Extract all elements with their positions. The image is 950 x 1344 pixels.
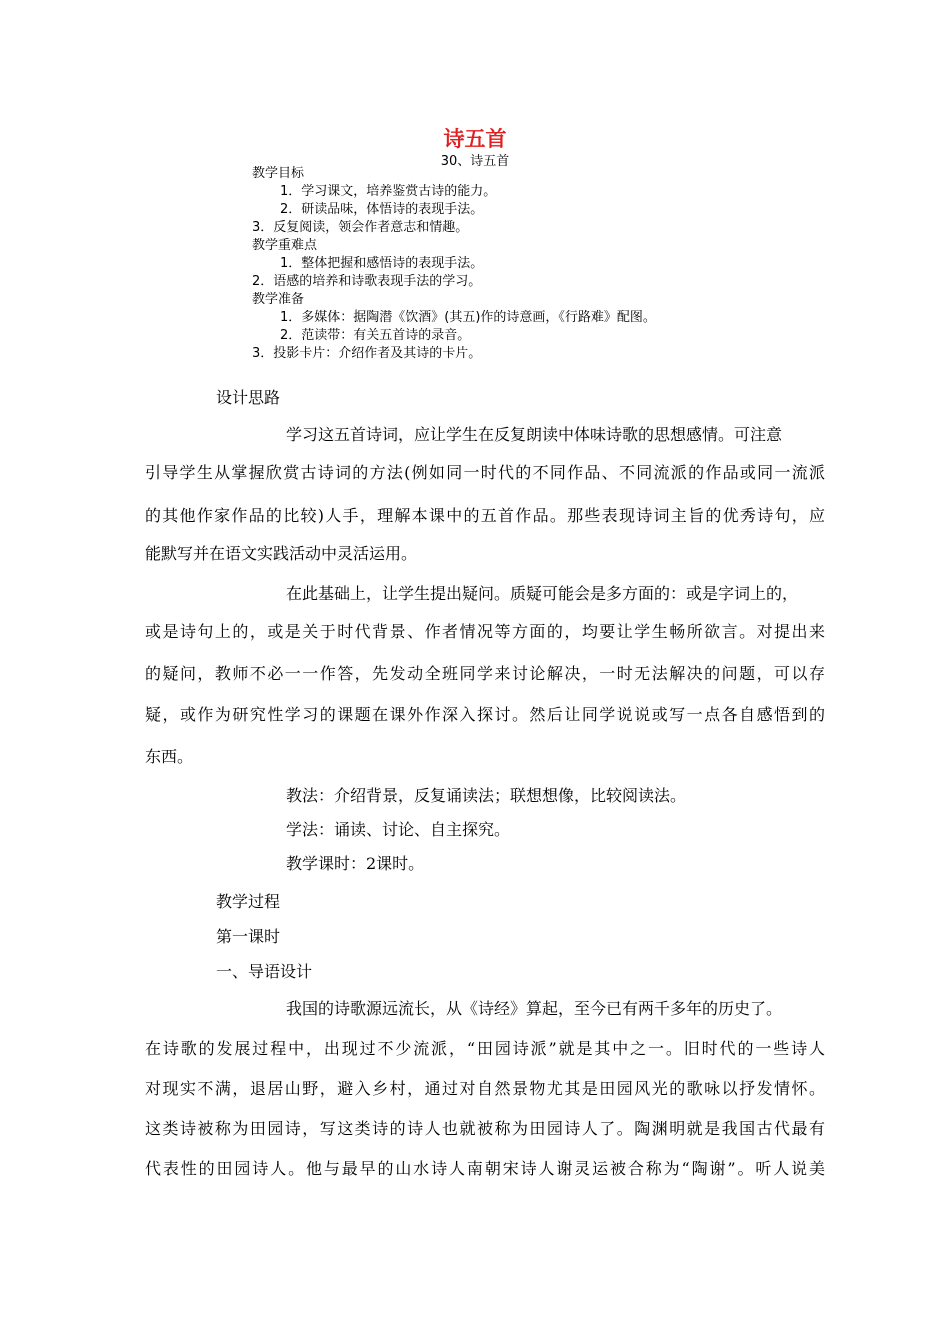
teaching-method: 教法：介绍背景，反复诵读法；联想想像，比较阅读法。	[286, 786, 687, 805]
paragraph-line: 在诗歌的发展过程中，出现过不少流派，“田园诗派”就是其中之一。旧时代的一些诗人	[145, 1039, 825, 1058]
prep-item: 2．范读带：有关五首诗的录音。	[280, 328, 471, 343]
learning-method: 学法：诵读、讨论、自主探究。	[286, 820, 511, 839]
key-points-heading: 教学重难点	[252, 238, 318, 253]
key-point-item: 2．语感的培养和诗歌表现手法的学习。	[252, 274, 482, 289]
process-heading: 教学过程	[216, 892, 281, 911]
paragraph-line: 的其他作家作品的比较)人手，理解本课中的五首作品。那些表现诗词主旨的优秀诗句，应	[145, 506, 825, 525]
lesson-subtitle: 30、诗五首	[440, 154, 510, 169]
paragraph-line: 我国的诗歌源远流长，从《诗经》算起，至今已有两千多年的历史了。	[286, 999, 783, 1018]
prep-heading: 教学准备	[252, 292, 305, 307]
paragraph-line: 的疑问，教师不必一一作答，先发动全班同学来讨论解决，一时无法解决的问题，可以存	[145, 664, 825, 683]
paragraph-line: 代表性的田园诗人。他与最早的山水诗人南朝宋诗人谢灵运被合称为“陶谢”。听人说美	[145, 1159, 825, 1178]
prep-item: 1．多媒体：据陶潜《饮酒》(其五)作的诗意画，《行路难》配图。	[280, 310, 656, 325]
paragraph-line: 能默写并在语文实践活动中灵活运用。	[145, 544, 418, 563]
goal-item: 1．学习课文，培养鉴赏古诗的能力。	[280, 184, 497, 199]
paragraph-line: 或是诗句上的，或是关于时代背景、作者情况等方面的，均要让学生畅所欲言。对提出来	[145, 622, 825, 641]
paragraph-line: 引导学生从掌握欣赏古诗词的方法(例如同一时代的不同作品、不同流派的作品或同一流派	[145, 463, 825, 482]
design-heading: 设计思路	[216, 388, 281, 407]
intro-heading: 一、导语设计	[216, 962, 313, 981]
key-point-item: 1．整体把握和感悟诗的表现手法。	[280, 256, 484, 271]
paragraph-line: 疑，或作为研究性学习的课题在课外作深入探讨。然后让同学说说或写一点各自感悟到的	[145, 705, 825, 724]
goal-item: 2．研读品味，体悟诗的表现手法。	[280, 202, 484, 217]
prep-item: 3．投影卡片：介绍作者及其诗的卡片。	[252, 346, 482, 361]
lesson-heading: 第一课时	[216, 927, 281, 946]
goal-item: 3．反复阅读，领会作者意志和情趣。	[252, 220, 469, 235]
paragraph-line: 对现实不满，退居山野，避入乡村，通过对自然景物尤其是田园风光的歌咏以抒发情怀。	[145, 1079, 825, 1098]
paragraph-line: 东西。	[145, 747, 194, 766]
paragraph-line: 这类诗被称为田园诗，写这类诗的诗人也就被称为田园诗人了。陶渊明就是我国古代最有	[145, 1119, 825, 1138]
paragraph-line: 学习这五首诗词，应让学生在反复朗读中体味诗歌的思想感情。可注意	[286, 425, 783, 444]
class-hours: 教学课时：2课时。	[286, 854, 425, 873]
goals-heading: 教学目标	[252, 166, 305, 181]
page-title: 诗五首	[443, 127, 507, 151]
paragraph-line: 在此基础上，让学生提出疑问。质疑可能会是多方面的：或是字词上的，	[286, 584, 799, 603]
